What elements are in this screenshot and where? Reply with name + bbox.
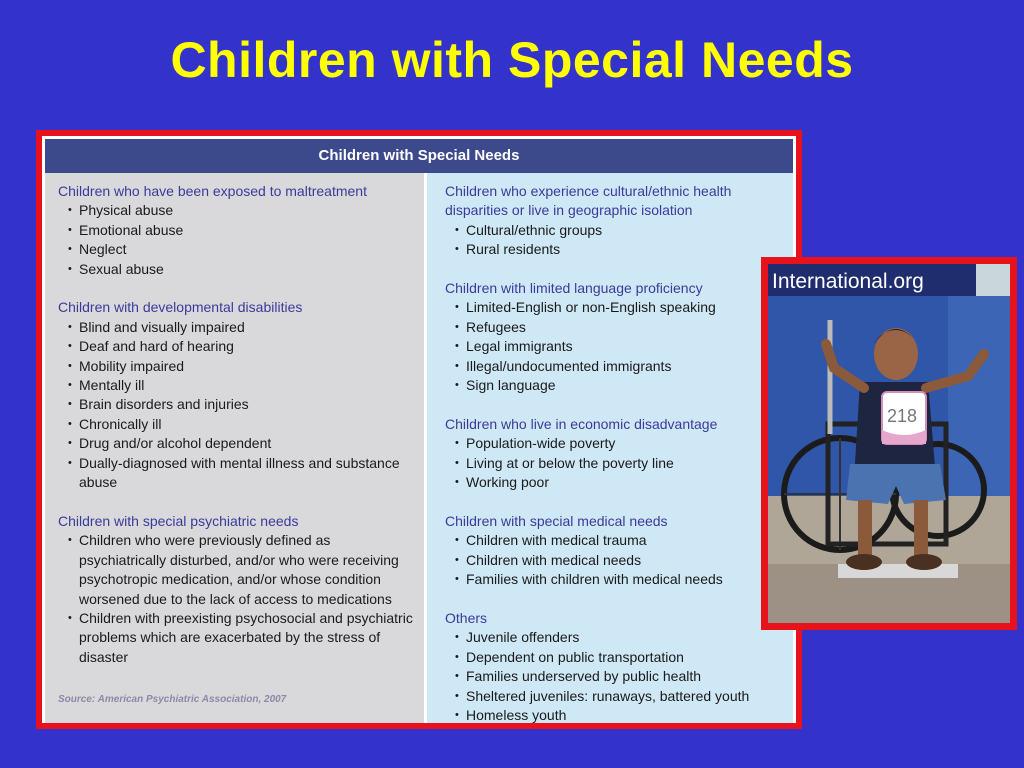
section-item-list — [445, 628, 783, 725]
list-item: • Cultural/ethnic groups — [455, 221, 783, 240]
list-item: • Blind and visually impaired — [68, 318, 414, 337]
list-item: • Dually-diagnosed with mental illness and substance abuse — [68, 454, 414, 493]
table-right-column — [427, 173, 793, 723]
list-item: • Juvenile offenders — [455, 628, 783, 647]
section-heading: Others — [445, 609, 488, 626]
section-item-list — [445, 298, 783, 395]
list-item: • Legal immigrants — [455, 337, 783, 356]
list-item: • Physical abuse — [68, 201, 414, 220]
section-item-list — [58, 201, 414, 279]
section-children-with-special-medical-needs — [445, 512, 783, 590]
list-item: • Mentally ill — [68, 376, 414, 395]
list-item: • Brain disorders and injuries — [68, 395, 414, 414]
section-item-list — [58, 531, 414, 667]
list-item: • Families underserved by public health — [455, 667, 783, 686]
list-item: • Neglect — [68, 240, 414, 259]
section-heading: Children with special psychiatric needs — [58, 512, 299, 529]
section-heading: Children with limited language proficiency — [445, 280, 703, 297]
section-children-with-special-psychiatric-needs — [58, 512, 414, 667]
list-item: • Limited-English or non-English speaking — [455, 298, 783, 317]
list-item: • Deaf and hard of hearing — [68, 337, 414, 356]
banner-text: International.org — [772, 270, 924, 293]
list-item: • Emotional abuse — [68, 221, 414, 240]
section-children-who-experience-cultural-ethnic- — [445, 182, 783, 260]
bib-number: 218 — [887, 406, 918, 426]
section-children-who-live-in-economic-disadvanta — [445, 415, 783, 493]
list-item: • Children with medical trauma — [455, 531, 783, 550]
section-heading: Children with special medical needs — [445, 512, 668, 529]
list-item: • Sexual abuse — [68, 260, 414, 279]
list-item: • Illegal/undocumented immigrants — [455, 357, 783, 376]
list-item: • Homeless youth — [455, 706, 783, 725]
photo-frame — [761, 257, 1017, 630]
list-item: • Sheltered juveniles: runaways, battered youth — [455, 687, 783, 706]
list-item: • Sign language — [455, 376, 783, 395]
source-citation: Source: American Psychiatric Association, 2007 — [58, 693, 287, 705]
child-wheelchair-photo — [768, 264, 1010, 623]
list-item: • Children who were previously defined as psychiatrically disturbed, and/or who were receiving psychotropic medication, and/or whose condition worsened due to the lack of access to medications — [68, 531, 414, 609]
section-heading: Children who live in economic disadvantage — [445, 415, 718, 432]
section-heading: Children who experience cultural/ethnic health disparities or live in geographic isolation — [445, 183, 732, 219]
list-item: • Children with preexisting psychosocial and psychiatric problems which are exacerbated by the stress of disaster — [68, 609, 414, 667]
table-header: Children with Special Needs — [45, 139, 793, 173]
section-children-with-limited-language-proficien — [445, 279, 783, 395]
section-others — [445, 609, 783, 725]
list-item: • Mobility impaired — [68, 357, 414, 376]
list-item: • Drug and/or alcohol dependent — [68, 434, 414, 453]
section-item-list — [445, 434, 783, 492]
list-item: • Children with medical needs — [455, 551, 783, 570]
section-item-list — [445, 531, 783, 589]
list-item: • Refugees — [455, 318, 783, 337]
special-needs-table — [36, 130, 802, 729]
section-heading: Children with developmental disabilities — [58, 299, 303, 316]
list-item: • Rural residents — [455, 240, 783, 259]
section-heading: Children who have been exposed to maltreatment — [58, 183, 367, 199]
list-item: • Chronically ill — [68, 415, 414, 434]
list-item: • Dependent on public transportation — [455, 648, 783, 667]
table-left-column — [45, 173, 424, 723]
slide-title: Children with Special Needs — [170, 32, 854, 88]
section-children-with-developmental-disabilities — [58, 298, 414, 492]
list-item: • Families with children with medical needs — [455, 570, 783, 589]
section-children-who-have-been-exposed-to-maltre — [58, 182, 414, 279]
list-item: • Population-wide poverty — [455, 434, 783, 453]
list-item: • Living at or below the poverty line — [455, 454, 783, 473]
section-item-list — [445, 221, 783, 260]
section-item-list — [58, 318, 414, 493]
list-item: • Working poor — [455, 473, 783, 492]
